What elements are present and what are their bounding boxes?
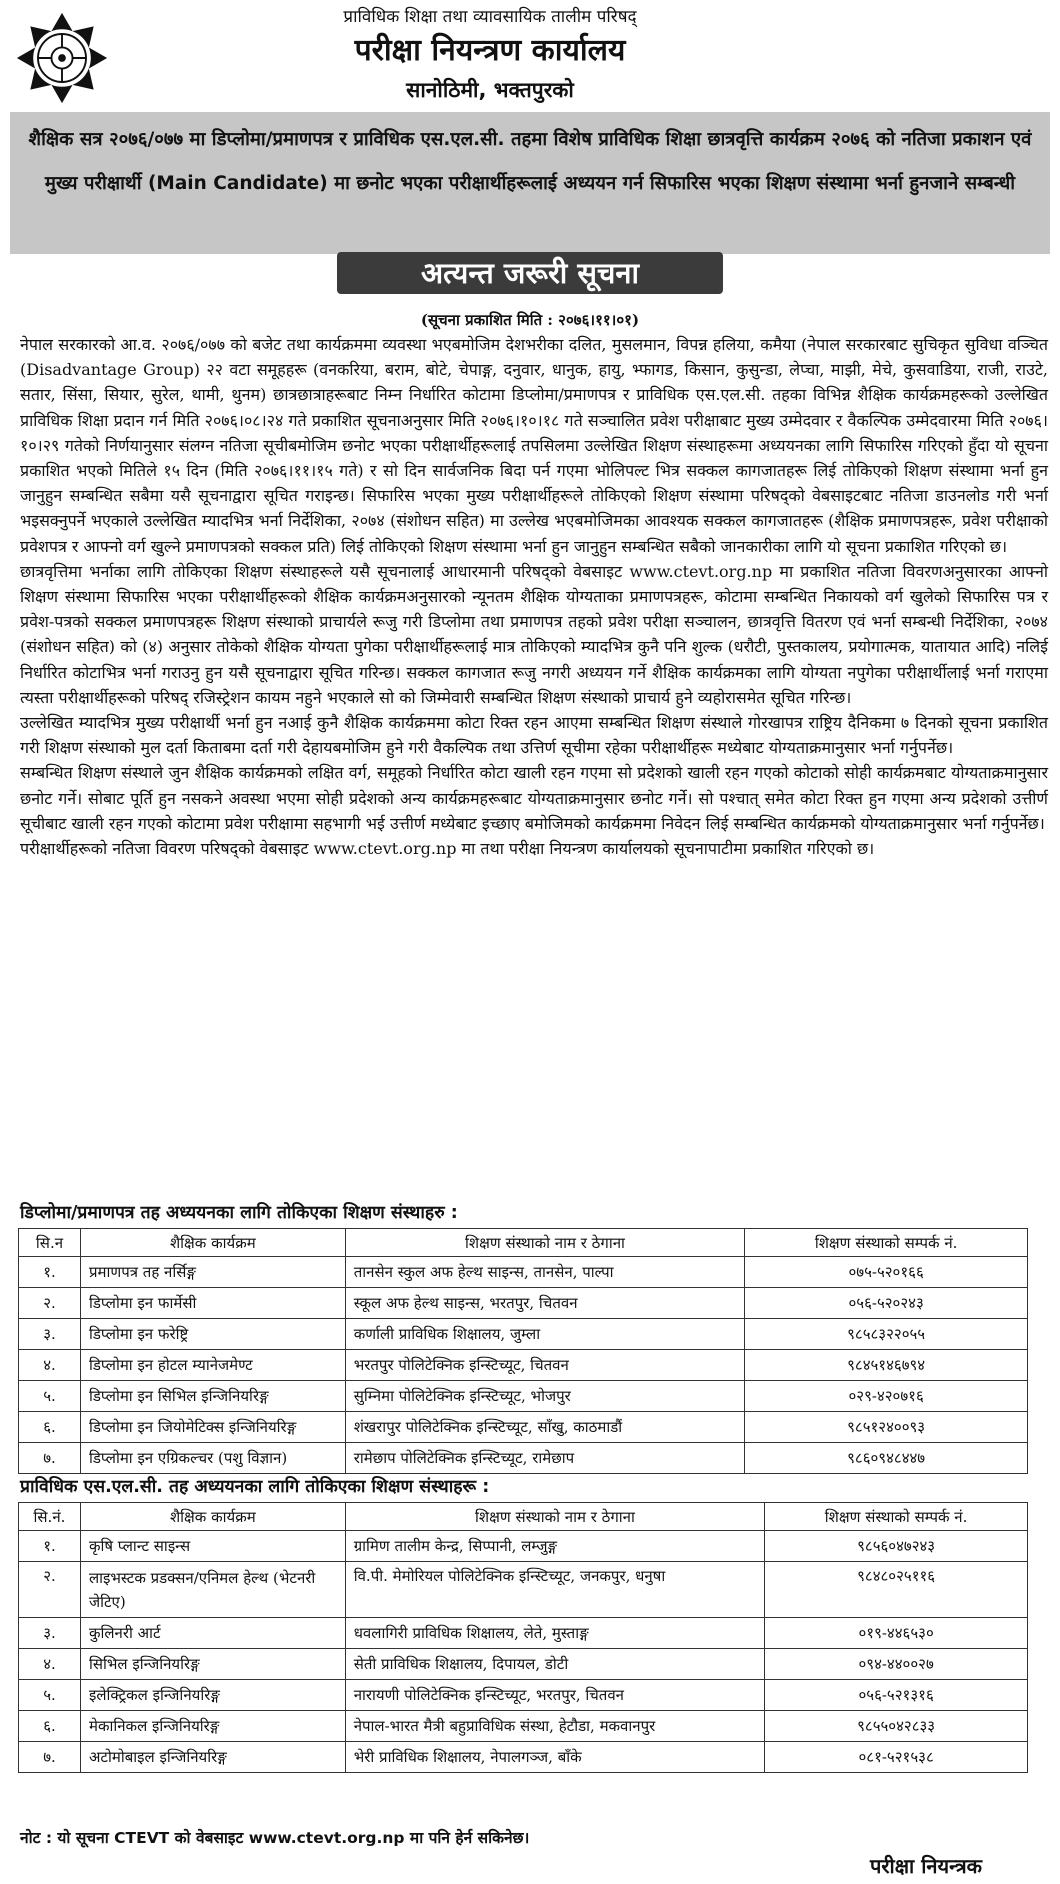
cell-contact: ९८६०९४८४४७	[745, 1443, 1028, 1474]
cell-contact: ९८४८०२५११६	[765, 1562, 1028, 1618]
cell-program: प्रमाणपत्र तह नर्सिङ्ग	[80, 1257, 345, 1288]
cell-contact: ९८४५१४६७९४	[745, 1350, 1028, 1381]
table-row	[19, 1562, 1028, 1618]
cell-institution: स्कूल अफ हेल्थ साइन्स, भरतपुर, चितवन	[345, 1288, 745, 1319]
cell-institution: सुम्निमा पोलिटेक्निक इन्स्टिच्यूट, भोजपुर	[345, 1381, 745, 1412]
table-row	[19, 1381, 1028, 1412]
cell-program: डिप्लोमा इन होटल म्यानेजमेण्ट	[80, 1350, 345, 1381]
cell-institution: रामेछाप पोलिटेक्निक इन्स्टिच्यूट, रामेछाप	[345, 1443, 745, 1474]
cell-contact: ९८५५०४२८३३	[765, 1711, 1028, 1742]
cell-contact: ९८५१२४००९३	[745, 1412, 1028, 1443]
cell-serial: २.	[19, 1288, 81, 1319]
cell-contact: ०७५-५२०१६६	[745, 1257, 1028, 1288]
office-title: परीक्षा नियन्त्रण कार्यालय	[354, 33, 626, 68]
cell-program: मेकानिकल इन्जिनियरिङ्ग	[80, 1711, 345, 1742]
cell-serial: ४.	[19, 1350, 81, 1381]
cell-institution: वि.पी. मेमोरियल पोलिटेक्निक इन्स्टिच्यूट, जनकपुर, धनुषा	[345, 1562, 765, 1618]
column-header: शिक्षण संस्थाको सम्पर्क नं.	[765, 1503, 1028, 1531]
paragraph: उल्लेखित म्यादभित्र मुख्य परीक्षार्थी भर्ना हुन नआई कुनै शैक्षिक कार्यक्रममा कोटा रिक्त रहन आएमा सम्बन्धित शिक्षण संस्थाले गोरखापत्र राष्ट्रिय दैनिकमा ७ दिनको सूचना प्रकाशित गरी शिक्षण संस्थाको मुल दर्ता किताबमा दर्ता गरी देहायबमोजिम हुने गरी वैकल्पिक तथा उत्तिर्ण सूचीमा रहेका परीक्षार्थीहरू मध्येबाट योग्यताक्रमानुसार भर्ना गर्नुपर्नेछ।	[20, 713, 1048, 758]
cell-program: डिप्लोमा इन फरेष्ट्रि	[80, 1319, 345, 1350]
table-row	[19, 1443, 1028, 1474]
cell-serial: १.	[19, 1531, 81, 1562]
table-row	[19, 1531, 1028, 1562]
diploma-institutions-table	[18, 1228, 1028, 1474]
table-row	[19, 1711, 1028, 1742]
paragraph: छात्रवृत्तिमा भर्नाका लागि तोकिएका शिक्षण संस्थाहरूले यसै सूचनालाई आधारमानी परिषद्को वेबसाइट www.ctevt.org.np मा प्रकाशित नतिजा विवरणअनुसारका आफ्नो शिक्षण संस्थामा सिफारिस भएका परीक्षार्थीहरूको शैक्षिक कार्यक्रमअनुसारको न्यूनतम शैक्षिक योग्यताका प्रमाणपत्रहरू, कोटामा सम्बन्धित निकायको वर्ग खुलेको सिफारिस पत्र र प्रवेश-पत्रको सक्कल प्रमाणपत्रहरू शिक्षण संस्थाको प्राचार्यले रूजु गरी डिप्लोमा तथा प्रमाणपत्र तहको प्रवेश परीक्षा सञ्चालन, छात्रवृत्ति वितरण एवं भर्ना सम्बन्धी निर्देशिका, २०७४ (संशोधन सहित) को (४) अनुसार तोकेको शैक्षिक योग्यता पुगेका परीक्षार्थीहरूलाई मात्र तोकिएको म्यादभित्र कुनै पनि शुल्क (धरौटी, पुस्तकालय, प्रयोगात्मक, यातायात आदि) नलिई निर्धारित कोटाभित्र भर्ना गराउनु हुन यसै सूचनाद्वारा सूचित गरिन्छ। सक्कल कागजात रूजु नगरी अध्ययन गर्ने शैक्षिक कार्यक्रमका लागि योग्यता नपुगेका परीक्षार्थीलाई भर्ना गराएमा त्यस्ता परीक्षार्थीहरूको परिषद् रजिस्ट्रेशन कायम नहुने भएकाले सो को जिम्मेवारी सम्बन्धित शिक्षण संस्थाको प्राचार्य हुने व्यहोरासमेत सूचित गरिन्छ।	[20, 561, 1048, 707]
cell-serial: ७.	[19, 1742, 81, 1773]
cell-institution: ग्रामिण तालीम केन्द्र, सिप्पानी, लम्जुङ्ग	[345, 1531, 765, 1562]
table-row	[19, 1742, 1028, 1773]
cell-program: कृषि प्लान्ट साइन्स	[80, 1531, 345, 1562]
cell-serial: २.	[19, 1562, 81, 1618]
footer-note: नोट : यो सूचना CTEVT को वेबसाइट www.ctevt.org.np मा पनि हेर्न सकिनेछ।	[20, 1829, 530, 1847]
cell-serial: ३.	[19, 1319, 81, 1350]
cell-program: अटोमोबाइल इन्जिनियरिङ्ग	[80, 1742, 345, 1773]
cell-program: डिप्लोमा इन सिभिल इन्जिनियरिङ्ग	[80, 1381, 345, 1412]
table-row	[19, 1412, 1028, 1443]
cell-program: डिप्लोमा इन फार्मेसी	[80, 1288, 345, 1319]
cell-program: इलेक्ट्रिकल इन्जिनियरिङ्ग	[80, 1680, 345, 1711]
organization-name: प्राविधिक शिक्षा तथा व्यावसायिक तालीम परिषद्	[343, 7, 637, 27]
publish-date: (सूचना प्रकाशित मिति : २०७६।११।०१)	[420, 311, 640, 329]
cell-institution: कर्णाली प्राविधिक शिक्षालय, जुम्ला	[345, 1319, 745, 1350]
cell-contact: ०१९-४४६५३०	[765, 1618, 1028, 1649]
column-header: शैक्षिक कार्यक्रम	[80, 1229, 345, 1257]
cell-program: सिभिल इन्जिनियरिङ्ग	[80, 1649, 345, 1680]
table-row	[19, 1288, 1028, 1319]
cell-serial: ६.	[19, 1711, 81, 1742]
column-header: शिक्षण संस्थाको सम्पर्क नं.	[745, 1229, 1028, 1257]
cell-program: लाइभस्टक प्रडक्सन/एनिमल हेल्थ (भेटनरी जेटिए)	[80, 1562, 345, 1618]
table-row	[19, 1680, 1028, 1711]
cell-contact: ०५६-५२१३१६	[765, 1680, 1028, 1711]
notice-subject: शैक्षिक सत्र २०७६/०७७ मा डिप्लोमा/प्रमाणपत्र र प्राविधिक एस.एल.सी. तहमा विशेष प्राविधिक शिक्षा छात्रवृत्ति कार्यक्रम २०७६ को नतिजा प्रकाशन एवं मुख्य परीक्षार्थी (Main Candidate) मा छनोट भएका परीक्षार्थीहरूलाई अध्ययन गर्न सिफारिस भएका शिक्षण संस्थामा भर्ना हुनजाने सम्बन्धी	[10, 112, 1050, 254]
cell-serial: ५.	[19, 1680, 81, 1711]
cell-serial: ७.	[19, 1443, 81, 1474]
cell-program: कुलिनरी आर्ट	[80, 1618, 345, 1649]
cell-institution: शंखरापुर पोलिटेक्निक इन्स्टिच्यूट, साँखु, काठमाडौं	[345, 1412, 745, 1443]
cell-serial: ६.	[19, 1412, 81, 1443]
cell-institution: भरतपुर पोलिटेक्निक इन्स्टिच्यूट, चितवन	[345, 1350, 745, 1381]
signatory-title: परीक्षा नियन्त्रक	[870, 1854, 982, 1878]
paragraph: नेपाल सरकारको आ.व. २०७६/०७७ को बजेट तथा कार्यक्रममा व्यवस्था भएबमोजिम देशभरीका दलित, मुसलमान, विपन्न हलिया, कमैया (नेपाल सरकारबाट सुचिकृत सुविधा वञ्चित (Disadvantage Group) २२ वटा समूहहरू (वनकरिया, बराम, बोटे, चेपाङ्ग, दनुवार, धानुक, हायु, भ्फागड, किसान, कुसुन्डा, लेप्चा, माझी, मेचे, कुसवाडिया, राजी, राउटे, सतार, सिंसा, सियार, सुरेल, थामी, थुनम) छात्रछात्राहरूबाट निम्न निर्धारित कोटामा डिप्लोमा/प्रमाणपत्र र प्राविधिक एस.एल.सी. तहका विभिन्न शैक्षिक कार्यक्रमहरूको उल्लेखित प्राविधिक शिक्षा प्रदान गर्न मिति २०७६।०८।२४ गते प्रकाशित सूचनाअनुसार मिति २०७६।१०।१८ गते सञ्चालित प्रवेश परीक्षाबाट मुख्य उम्मेदवार र वैकल्पिक उम्मेदवारमा मिति २०७६।१०।२९ गतेको निर्णयानुसार संलग्न नतिजा सूचीबमोजिम छनोट भएका परीक्षार्थीहरूलाई तपसिलमा उल्लेखित शिक्षण संस्थाहरूमा अध्ययनका लागि सिफारिस गरिएको हुँदा यो सूचना प्रकाशित भएको मितिले १५ दिन (मिति २०७६।११।१५ गते) र सो दिन सार्वजनिक बिदा पर्न गएमा भोलिपल्ट भित्र सक्कल कागजातहरू लिई तोकिएको शिक्षण संस्थामा भर्ना हुन जानुहुन सम्बन्धित सबैमा यसै सूचनाद्वारा सूचित गराइन्छ। सिफारिस भएका मुख्य परीक्षार्थीहरूले तोकिएको शिक्षण संस्थामा परिषद्को वेबसाइटबाट नतिजा डाउनलोड गरी भर्ना भइसक्नुपर्ने भएकाले उल्लेखित म्यादभित्र भर्ना निर्देशिका, २०७४ (संशोधन सहित) मा उल्लेख भएबमोजिमका आवश्यक सक्कल कागजातहरू (शैक्षिक प्रमाणपत्रहरू, प्रवेश परीक्षाको प्रवेशपत्र र आफ्नो वर्ग खुल्ने प्रमाणपत्रको सक्कल प्रति) लिई तोकिएको शिक्षण संस्थामा भर्ना हुन जानुहुन सम्बन्धित सबैको जानकारीका लागि यो सूचना प्रकाशित गरिएको छ।	[20, 335, 1048, 556]
cell-serial: ३.	[19, 1618, 81, 1649]
cell-contact: ९८५८३२२०५५	[745, 1319, 1028, 1350]
cell-institution: धवलागिरी प्राविधिक शिक्षालय, लेते, मुस्ताङ्ग	[345, 1618, 765, 1649]
cell-program: डिप्लोमा इन जियोमेटिक्स इन्जिनियरिङ्ग	[80, 1412, 345, 1443]
cell-institution: तानसेन स्कुल अफ हेल्थ साइन्स, तानसेन, पाल्पा	[345, 1257, 745, 1288]
cell-institution: नारायणी पोलिटेक्निक इन्स्टिच्यूट, भरतपुर, चितवन	[345, 1680, 765, 1711]
cell-institution: नेपाल-भारत मैत्री बहुप्राविधिक संस्था, हेटौडा, मकवानपुर	[345, 1711, 765, 1742]
cell-contact: ०८१-५२१५३८	[765, 1742, 1028, 1773]
table-header-row	[19, 1503, 1028, 1531]
table-row	[19, 1319, 1028, 1350]
tslc-section-title: प्राविधिक एस.एल.सी. तह अध्ययनका लागि तोकिएका शिक्षण संस्थाहरू :	[20, 1477, 490, 1497]
table-row	[19, 1618, 1028, 1649]
notice-body	[20, 332, 1048, 861]
table-header-row	[19, 1229, 1028, 1257]
cell-serial: ५.	[19, 1381, 81, 1412]
cell-contact: ०२९-४२०७१६	[745, 1381, 1028, 1412]
column-header: शैक्षिक कार्यक्रम	[80, 1503, 345, 1531]
urgent-notice-banner: अत्यन्त जरूरी सूचना	[337, 252, 723, 294]
column-header: सि.नं.	[19, 1503, 81, 1531]
cell-contact: ०९४-४४००२७	[765, 1649, 1028, 1680]
cell-serial: ४.	[19, 1649, 81, 1680]
column-header: शिक्षण संस्थाको नाम र ठेगाना	[345, 1503, 765, 1531]
cell-serial: १.	[19, 1257, 81, 1288]
paragraph: परीक्षार्थीहरूको नतिजा विवरण परिषद्को वेबसाइट www.ctevt.org.np मा तथा परीक्षा नियन्त्रण कार्यालयको सूचनापाटीमा प्रकाशित गरिएको छ।	[20, 839, 875, 859]
cell-institution: भेरी प्राविधिक शिक्षालय, नेपालगञ्ज, बाँके	[345, 1742, 765, 1773]
office-location: सानोठिमी, भक्तपुरको	[406, 78, 574, 102]
ctevt-emblem-icon	[14, 10, 110, 106]
tslc-institutions-table	[18, 1502, 1028, 1773]
column-header: सि.न	[19, 1229, 81, 1257]
diploma-section-title: डिप्लोमा/प्रमाणपत्र तह अध्ययनका लागि तोकिएका शिक्षण संस्थाहरु :	[20, 1203, 458, 1223]
cell-contact: ९८५६०४७२४३	[765, 1531, 1028, 1562]
cell-contact: ०५६-५२०२४३	[745, 1288, 1028, 1319]
table-row	[19, 1649, 1028, 1680]
column-header: शिक्षण संस्थाको नाम र ठेगाना	[345, 1229, 745, 1257]
cell-program: डिप्लोमा इन एग्रिकल्चर (पशु विज्ञान)	[80, 1443, 345, 1474]
table-row	[19, 1257, 1028, 1288]
cell-institution: सेती प्राविधिक शिक्षालय, दिपायल, डोटी	[345, 1649, 765, 1680]
paragraph: सम्बन्धित शिक्षण संस्थाले जुन शैक्षिक कार्यक्रमको लक्षित वर्ग, समूहको निर्धारित कोटा खाली रहन गएमा सो प्रदेशको खाली रहन गएको कोटाको सोही कार्यक्रमबाट योग्यताक्रमानुसार छनोट गर्ने। सोबाट पूर्ति हुन नसकने अवस्था भएमा सोही प्रदेशको अन्य कार्यक्रमहरूबाट योग्यताक्रमानुसार छनोट गर्ने। सो पश्चात् समेत कोटा रिक्त हुन गएमा अन्य प्रदेशको उत्तीर्ण सूचीबाट खाली रहन गएको कोटामा प्रवेश परीक्षामा सहभागी भई उत्तीर्ण मध्येबाट इच्छाए बमोजिमको कार्यक्रममा निवेदन लिई सम्बन्धित कार्यक्रमको योग्यताक्रमानुसार भर्ना गर्नुपर्नेछ।	[20, 763, 1048, 833]
table-row	[19, 1350, 1028, 1381]
